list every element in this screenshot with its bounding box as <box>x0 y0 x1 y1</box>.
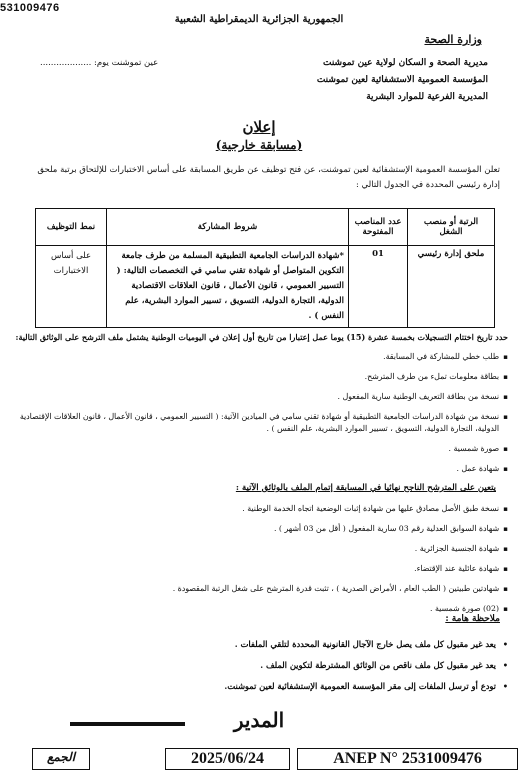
documents-list <box>6 351 508 483</box>
footer-logo <box>32 748 90 770</box>
announcement-intro: تعلن المؤسسة العمومية الإستشفائية لعين تموشنت، عن فتح توظيف عن طريق المسابقة على أساس الاختبارات للإلتحاق برتبة ملحق إدارة رئيسي المحددة في الجدول التالي : <box>37 165 500 190</box>
list-item: ▪ نسخة طبق الأصل مصادق عليها من شهادة إثبات الوضعية اتجاه الخدمة الوطنية . <box>6 503 508 515</box>
signature-underline <box>70 722 185 726</box>
announcement-title: إعلان <box>242 118 276 136</box>
final-section-title: يتعين على المترشح الناجح نهائيا في المسابقة إتمام الملف بالوثائق الآتية : <box>235 483 496 493</box>
list-item: ▪ نسخة من بطاقة التعريف الوطنية سارية المفعول . <box>6 391 508 403</box>
header-conditions: شروط المشاركة <box>107 209 349 246</box>
org-line-1: مديرية الصحة و السكان لولاية عين تموشنت <box>322 58 488 68</box>
list-item: ▪ صورة شمسية . <box>6 443 508 455</box>
cell-mode: على أساس الاختبارات <box>36 246 107 328</box>
table-header-row <box>36 209 495 246</box>
list-item: ▪ (02) صورة شمسية . <box>6 603 508 615</box>
positions-table <box>35 208 495 328</box>
final-documents-list <box>6 503 508 623</box>
list-item: • يعد غير مقبول كل ملف ناقص من الوثائق المشترطة لتكوين الملف . <box>6 659 508 671</box>
footer-anep-number: ANEP N° 2531009476 <box>297 748 518 770</box>
table-row <box>36 246 495 328</box>
list-item: ▪ نسخة من شهادة الدراسات الجامعية التطبيقية أو شهادة تقني سامي في الميادين الآتية: ( التسيير العمومي ، قانون الأعمال ، قانون العلاقات الإقتصادية الدولية، التجارة الدولية، التسويق ، تسيير الموارد البشرية، علم النفس ) . <box>6 411 508 435</box>
list-item: ▪ شهادة عائلية عند الإقتضاء. <box>6 563 508 575</box>
director-signature: المدير <box>233 708 285 732</box>
reference-number-top: 531009476 <box>0 2 60 14</box>
ministry-name: وزارة الصحة <box>424 33 482 46</box>
list-item: • يعد غير مقبول كل ملف يصل خارج الآجال القانونية المحددة لتلقي الملفات . <box>6 638 508 650</box>
cell-conditions: *شهادة الدراسات الجامعية التطبيقية المسلمة من طرف جامعة التكوين المتواصل أو شهادة تقني سامي في التخصصات التالية: ( التسيير العمومي ، قانون الأعمال ، قانون العلاقات الاقتصادية الدولية، التجارة الدولية، التسويق ، تسيير الموارد البشرية، علم النفس ) . <box>107 246 349 328</box>
cell-rank: ملحق إدارة رئيسي <box>408 246 495 328</box>
list-item: • تودع أو ترسل الملفات إلى مقر المؤسسة العمومية الإستشفائية لعين تموشنت. <box>6 680 508 692</box>
list-item: ▪ شهادتين طبيتين ( الطب العام ، الأمراض الصدرية ) ، تثبت قدرة المترشح على شغل الرتبة المقصودة . <box>6 583 508 595</box>
footer-logo-text: الجمع <box>46 750 76 764</box>
list-item: ▪ شهادة السوابق العدلية رقم 03 سارية المفعول ( أقل من 03 أشهر ) . <box>6 523 508 535</box>
header-posts: عدد المناصب المفتوحة <box>349 209 408 246</box>
deadline-text: حدد تاريخ اختتام التسجيلات بخمسة عشرة (15) يوما عمل إعتبارا من تاريخ أول إعلان في اليوميات الوطنية يشتمل ملف الترشح على الوثائق التالية: <box>15 332 508 342</box>
org-line-3: المديرية الفرعية للموارد البشرية <box>366 92 488 102</box>
list-item: ▪ شهادة الجنسية الجزائرية . <box>6 543 508 555</box>
place-date: عين تموشنت يوم: ................... <box>40 58 159 68</box>
notes-list <box>6 638 508 701</box>
announcement-subtitle: (مسابقة خارجية) <box>215 138 303 152</box>
header-rank: الرتبة أو منصب الشغل <box>408 209 495 246</box>
list-item: ▪ طلب خطي للمشاركة في المسابقة. <box>6 351 508 363</box>
list-item: ▪ بطاقة معلومات تملء من طرف المترشح. <box>6 371 508 383</box>
notes-title: ملاحظة هامة : <box>445 614 500 624</box>
republic-header: الجمهورية الجزائرية الديمقراطية الشعبية <box>174 14 344 25</box>
cell-posts: 01 <box>349 246 408 328</box>
org-line-2: المؤسسة العمومية الاستشفائية لعين تموشنت <box>316 75 488 85</box>
list-item: ▪ شهادة عمل . <box>6 463 508 475</box>
header-mode: نمط التوظيف <box>36 209 107 246</box>
footer-date: 2025/06/24 <box>165 748 290 770</box>
